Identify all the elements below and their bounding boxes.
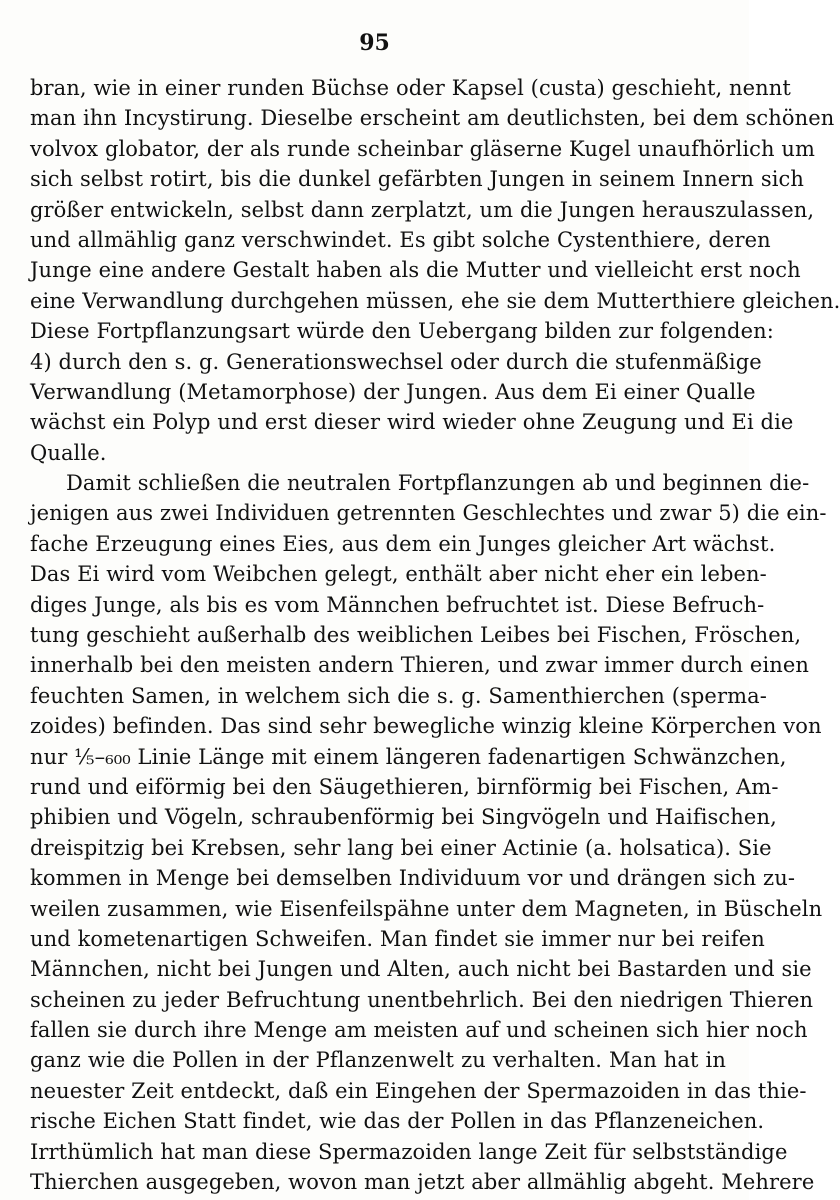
text-line: und kometenartigen Schweifen. Man findet sie immer nur bei reifen	[30, 927, 765, 951]
text-line: sich selbst rotirt, bis die dunkel gefärbten Jungen in seinem Innern sich	[30, 167, 805, 191]
text-line: volvox globator, der als runde scheinbar gläserne Kugel unaufhörlich um	[30, 137, 816, 161]
text-line: fallen sie durch ihre Menge am meisten auf und scheinen sich hier noch	[30, 1018, 808, 1042]
text-line: eine Verwandlung durchgehen müssen, ehe sie dem Mutterthiere gleichen.	[30, 289, 840, 313]
text-line: zoides) befinden. Das sind sehr bewegliche winzig kleine Körperchen von	[30, 714, 822, 738]
text-line: innerhalb bei den meisten andern Thieren, und zwar immer durch einen	[30, 653, 810, 677]
text-line: Damit schließen die neutralen Fortpflanzungen ab und beginnen die-	[66, 471, 810, 495]
text-line: Irrthümlich hat man diese Spermazoiden lange Zeit für selbstständige	[30, 1140, 788, 1164]
text-line: tung geschieht außerhalb des weiblichen Leibes bei Fischen, Fröschen,	[30, 623, 802, 647]
text-line: Diese Fortpflanzungsart würde den Uebergang bilden zur folgenden:	[30, 319, 774, 343]
text-line: rische Eichen Statt findet, wie das der Pollen in das Pflanzeneichen.	[30, 1109, 765, 1133]
text-line: diges Junge, als bis es vom Männchen befruchtet ist. Diese Befruch-	[30, 593, 765, 617]
text-line: größer entwickeln, selbst dann zerplatzt, um die Jungen herauszulassen,	[30, 198, 815, 222]
text-line: und allmählig ganz verschwindet. Es gibt solche Cystenthiere, deren	[30, 228, 771, 252]
text-line: neuester Zeit entdeckt, daß ein Eingehen der Spermazoiden in das thie-	[30, 1079, 807, 1103]
text-line: weilen zusammen, wie Eisenfeilspähne unter dem Magneten, in Büscheln	[30, 897, 823, 921]
text-line: kommen in Menge bei demselben Individuum vor und drängen sich zu-	[30, 866, 796, 890]
text-line: rund und eiförmig bei den Säugethieren, birnförmig bei Fischen, Am-	[30, 775, 779, 799]
text-line: bran, wie in einer runden Büchse oder Kapsel (custa) geschieht, nennt	[30, 76, 791, 100]
text-line: wächst ein Polyp und erst dieser wird wieder ohne Zeugung und Ei die	[30, 410, 794, 434]
text-line: man ihn Incystirung. Dieselbe erscheint am deutlichsten, bei dem schönen	[30, 106, 835, 130]
text-line: jenigen aus zwei Individuen getrennten Geschlechtes und zwar 5) die ein-	[30, 501, 827, 525]
text-line: ganz wie die Pollen in der Pflanzenwelt zu verhalten. Man hat in	[30, 1048, 726, 1072]
text-line: phibien und Vögeln, schraubenförmig bei Singvögeln und Haifischen,	[30, 805, 777, 829]
text-line: feuchten Samen, in welchem sich die s. g. Samenthierchen (sperma-	[30, 684, 767, 708]
page-number: 95	[359, 30, 390, 56]
text-line: Männchen, nicht bei Jungen und Alten, auch nicht bei Bastarden und sie	[30, 957, 812, 981]
text-line: 4) durch den s. g. Generationswechsel oder durch die stufenmäßige	[30, 350, 762, 374]
text-line: Qualle.	[30, 441, 107, 465]
text-line: Thierchen ausgegeben, wovon man jetzt aber allmählig abgeht. Mehrere	[30, 1170, 815, 1194]
text-line: fache Erzeugung eines Eies, aus dem ein Junges gleicher Art wächst.	[30, 532, 776, 556]
text-line: Junge eine andere Gestalt haben als die Mutter und vielleicht erst noch	[30, 258, 801, 282]
text-line: nur ⅕–₆₀₀ Linie Länge mit einem längeren fadenartigen Schwänzchen,	[30, 745, 787, 769]
text-line: scheinen zu jeder Befruchtung unentbehrlich. Bei den niedrigen Thieren	[30, 988, 814, 1012]
text-line: Das Ei wird vom Weibchen gelegt, enthält aber nicht eher ein leben-	[30, 562, 767, 586]
text-line: Verwandlung (Metamorphose) der Jungen. Aus dem Ei einer Qualle	[30, 380, 756, 404]
text-line: dreispitzig bei Krebsen, sehr lang bei einer Actinie (a. holsatica). Sie	[30, 836, 772, 860]
